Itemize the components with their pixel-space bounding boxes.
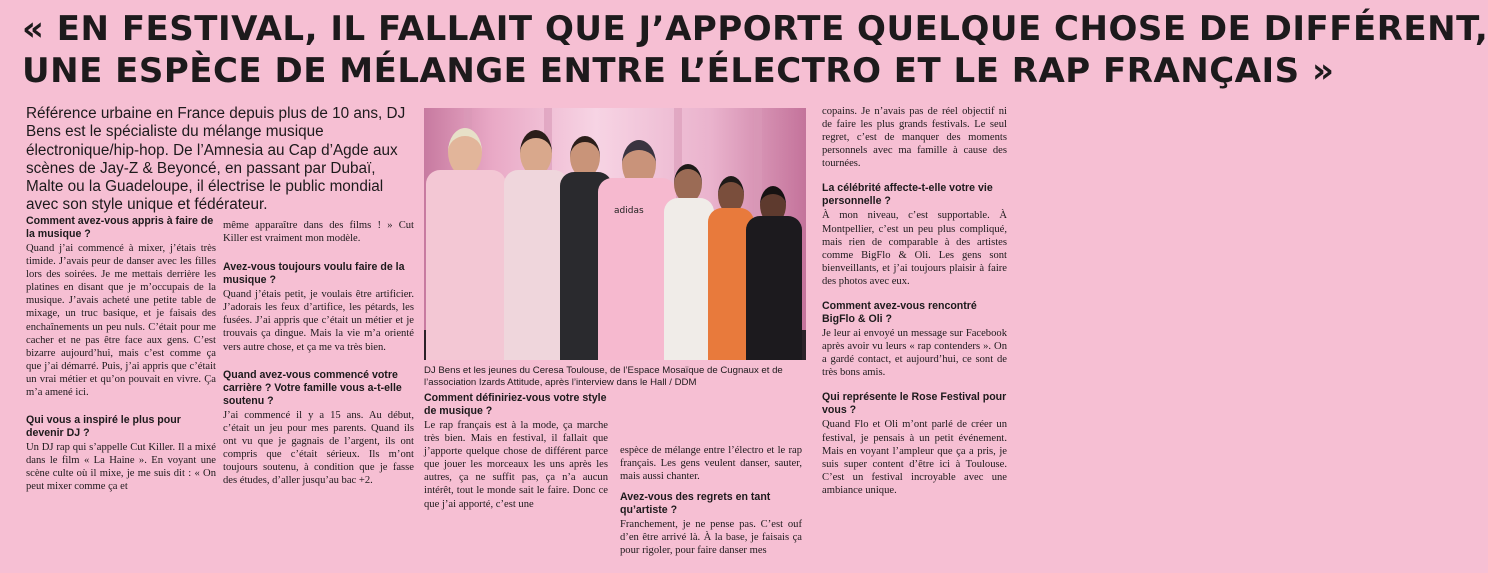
article-photo — [424, 108, 806, 360]
question: Comment avez-vous rencontré BigFlo & Oli ? — [822, 300, 977, 326]
answer: même apparaître dans des films ! » Cut Killer est vraiment mon modèle. — [223, 220, 414, 245]
interview-column-4 — [620, 444, 802, 573]
answer: Un DJ rap qui s’appelle Cut Killer. Il a mixé dans le film « La Haine ». En voyant une scène culte où il mixe, je me suis dit : « On peut mixer comme ça et — [26, 442, 216, 493]
photo-caption: DJ Bens et les jeunes du Ceresa Toulouse, de l’Espace Mosaïque de Cugnaux et de l’association Izards Attitude, après l’interview dans le Hall / DDM — [424, 365, 783, 388]
article-lead: Référence urbaine en France depuis plus de 10 ans, DJ Bens est le spécialiste du mélange musique électronique/hip-hop. De l’Amnesia au Cap d’Agde aux scènes de Jay-Z & Beyoncé, en passant par Dubaï, Malte ou la Guadeloupe, il électrise le public mondial avec son style unique et fédérateur. — [26, 105, 406, 214]
answer: À mon niveau, c’est supportable. À Montpellier, c’est un peu plus compliqué, mais rien de comparable à des artistes comme BigFlo & Oli. Les gens sont bienveillants, et j’ai toujours plaisir à faire des photos avec eux. — [822, 210, 1007, 287]
person — [664, 160, 714, 360]
headline-line-1: « EN FESTIVAL, IL FALLAIT QUE J’APPORTE QUELQUE CHOSE DE DIFFÉRENT, — [22, 9, 1488, 49]
interview-column-3 — [424, 392, 608, 526]
answer: Je leur ai envoyé un message sur Facebook après avoir vu leurs « rap contenders ». On a gardé contact, et aujourd’hui, ce sont de très bons amis. — [822, 328, 1007, 379]
answer: Quand j’ai commencé à mixer, j’étais très timide. J’avais peur de danser avec les filles lors des soirées. Je me mettais derrière les platines en disant que je m’occupais de la musique. J’avais acheté une petite table de mixage, un truc basique, et je faisais des enchaînements un peu nuls. C’était pour me cacher et ne pas être face aux gens. C’est bizarre aujourd’hui, mais c’est comme ça que j’ai démarré. Puis, j’ai appris que c’était un vrai métier et qu’on pouvait en vivre. Ça m’a amené ici. — [26, 243, 216, 399]
answer: Franchement, je ne pense pas. C’est ouf d’en être arrivé là. À la base, je faisais ça pour rigoler, pour faire danser mes — [620, 519, 802, 557]
question: La célébrité affecte-t-elle votre vie personnelle ? — [822, 182, 993, 208]
interview-column-1 — [26, 215, 216, 509]
question: Avez-vous des regrets en tant qu’artiste ? — [620, 491, 771, 517]
question: Comment définiriez-vous votre style de musique ? — [424, 392, 607, 417]
person — [746, 184, 802, 360]
person — [426, 120, 506, 360]
answer: copains. Je n’avais pas de réel objectif ni de faire les plus grands festivals. Le seul regret, c’est de manquer des moments personnels avec ma famille à cause des tournées. — [822, 106, 1007, 170]
answer: Le rap français est à la mode, ça marche très bien. Mais en festival, il fallait que j’apporte quelque chose de différent parce que jouer les morceaux les uns après les autres, ça ne suffit pas, ça n’a aucun intérêt, tout le monde sait le faire. Donc ce que j’ai apporté, c’est une — [424, 420, 608, 510]
article-headline — [22, 8, 1488, 92]
person — [504, 124, 568, 360]
headline-line-2: UNE ESPÈCE DE MÉLANGE ENTRE L’ÉLECTRO ET LE RAP FRANÇAIS » — [22, 51, 1335, 91]
answer: Quand Flo et Oli m’ont parlé de créer un festival, je pensais à un petit événement. Mais en voyant l’ampleur que ça a pris, je suis super content d’être ici à Toulouse. C’est un festival incroyable avec une ambiance unique. — [822, 419, 1007, 496]
answer: Quand j’étais petit, je voulais être artificier. J’adorais les feux d’artifice, les pétards, les fusées. J’ai appris que c’était un métier et je trouvais ça dingue. Mais la vie m’a orienté vers autre chose, et ça me va très bien. — [223, 289, 414, 353]
interview-column-5 — [822, 105, 1007, 512]
answer: espèce de mélange entre l’électro et le rap français. Les gens veulent danser, sauter, mais aussi chanter. — [620, 445, 802, 483]
shirt-text: adidas — [614, 206, 644, 216]
question: Avez-vous toujours voulu faire de la musique ? — [223, 261, 405, 287]
interview-column-2 — [223, 219, 414, 502]
question: Qui vous a inspiré le plus pour devenir DJ ? — [26, 414, 181, 440]
question: Qui représente le Rose Festival pour vous ? — [822, 391, 1007, 417]
answer: J’ai commencé il y a 15 ans. Au début, c’était un jeu pour mes parents. Quand ils ont vu que je gagnais de l’argent, ils ont compris que c’était sérieux. Ils m’ont toujours soutenu, à condition que je fasse des études, d’aller jusqu’au bac +2. — [223, 409, 414, 487]
question: Quand avez-vous commencé votre carrière ? Votre famille vous a-t-elle soutenu ? — [223, 368, 402, 407]
question: Comment avez-vous appris à faire de la musique ? — [26, 215, 214, 240]
